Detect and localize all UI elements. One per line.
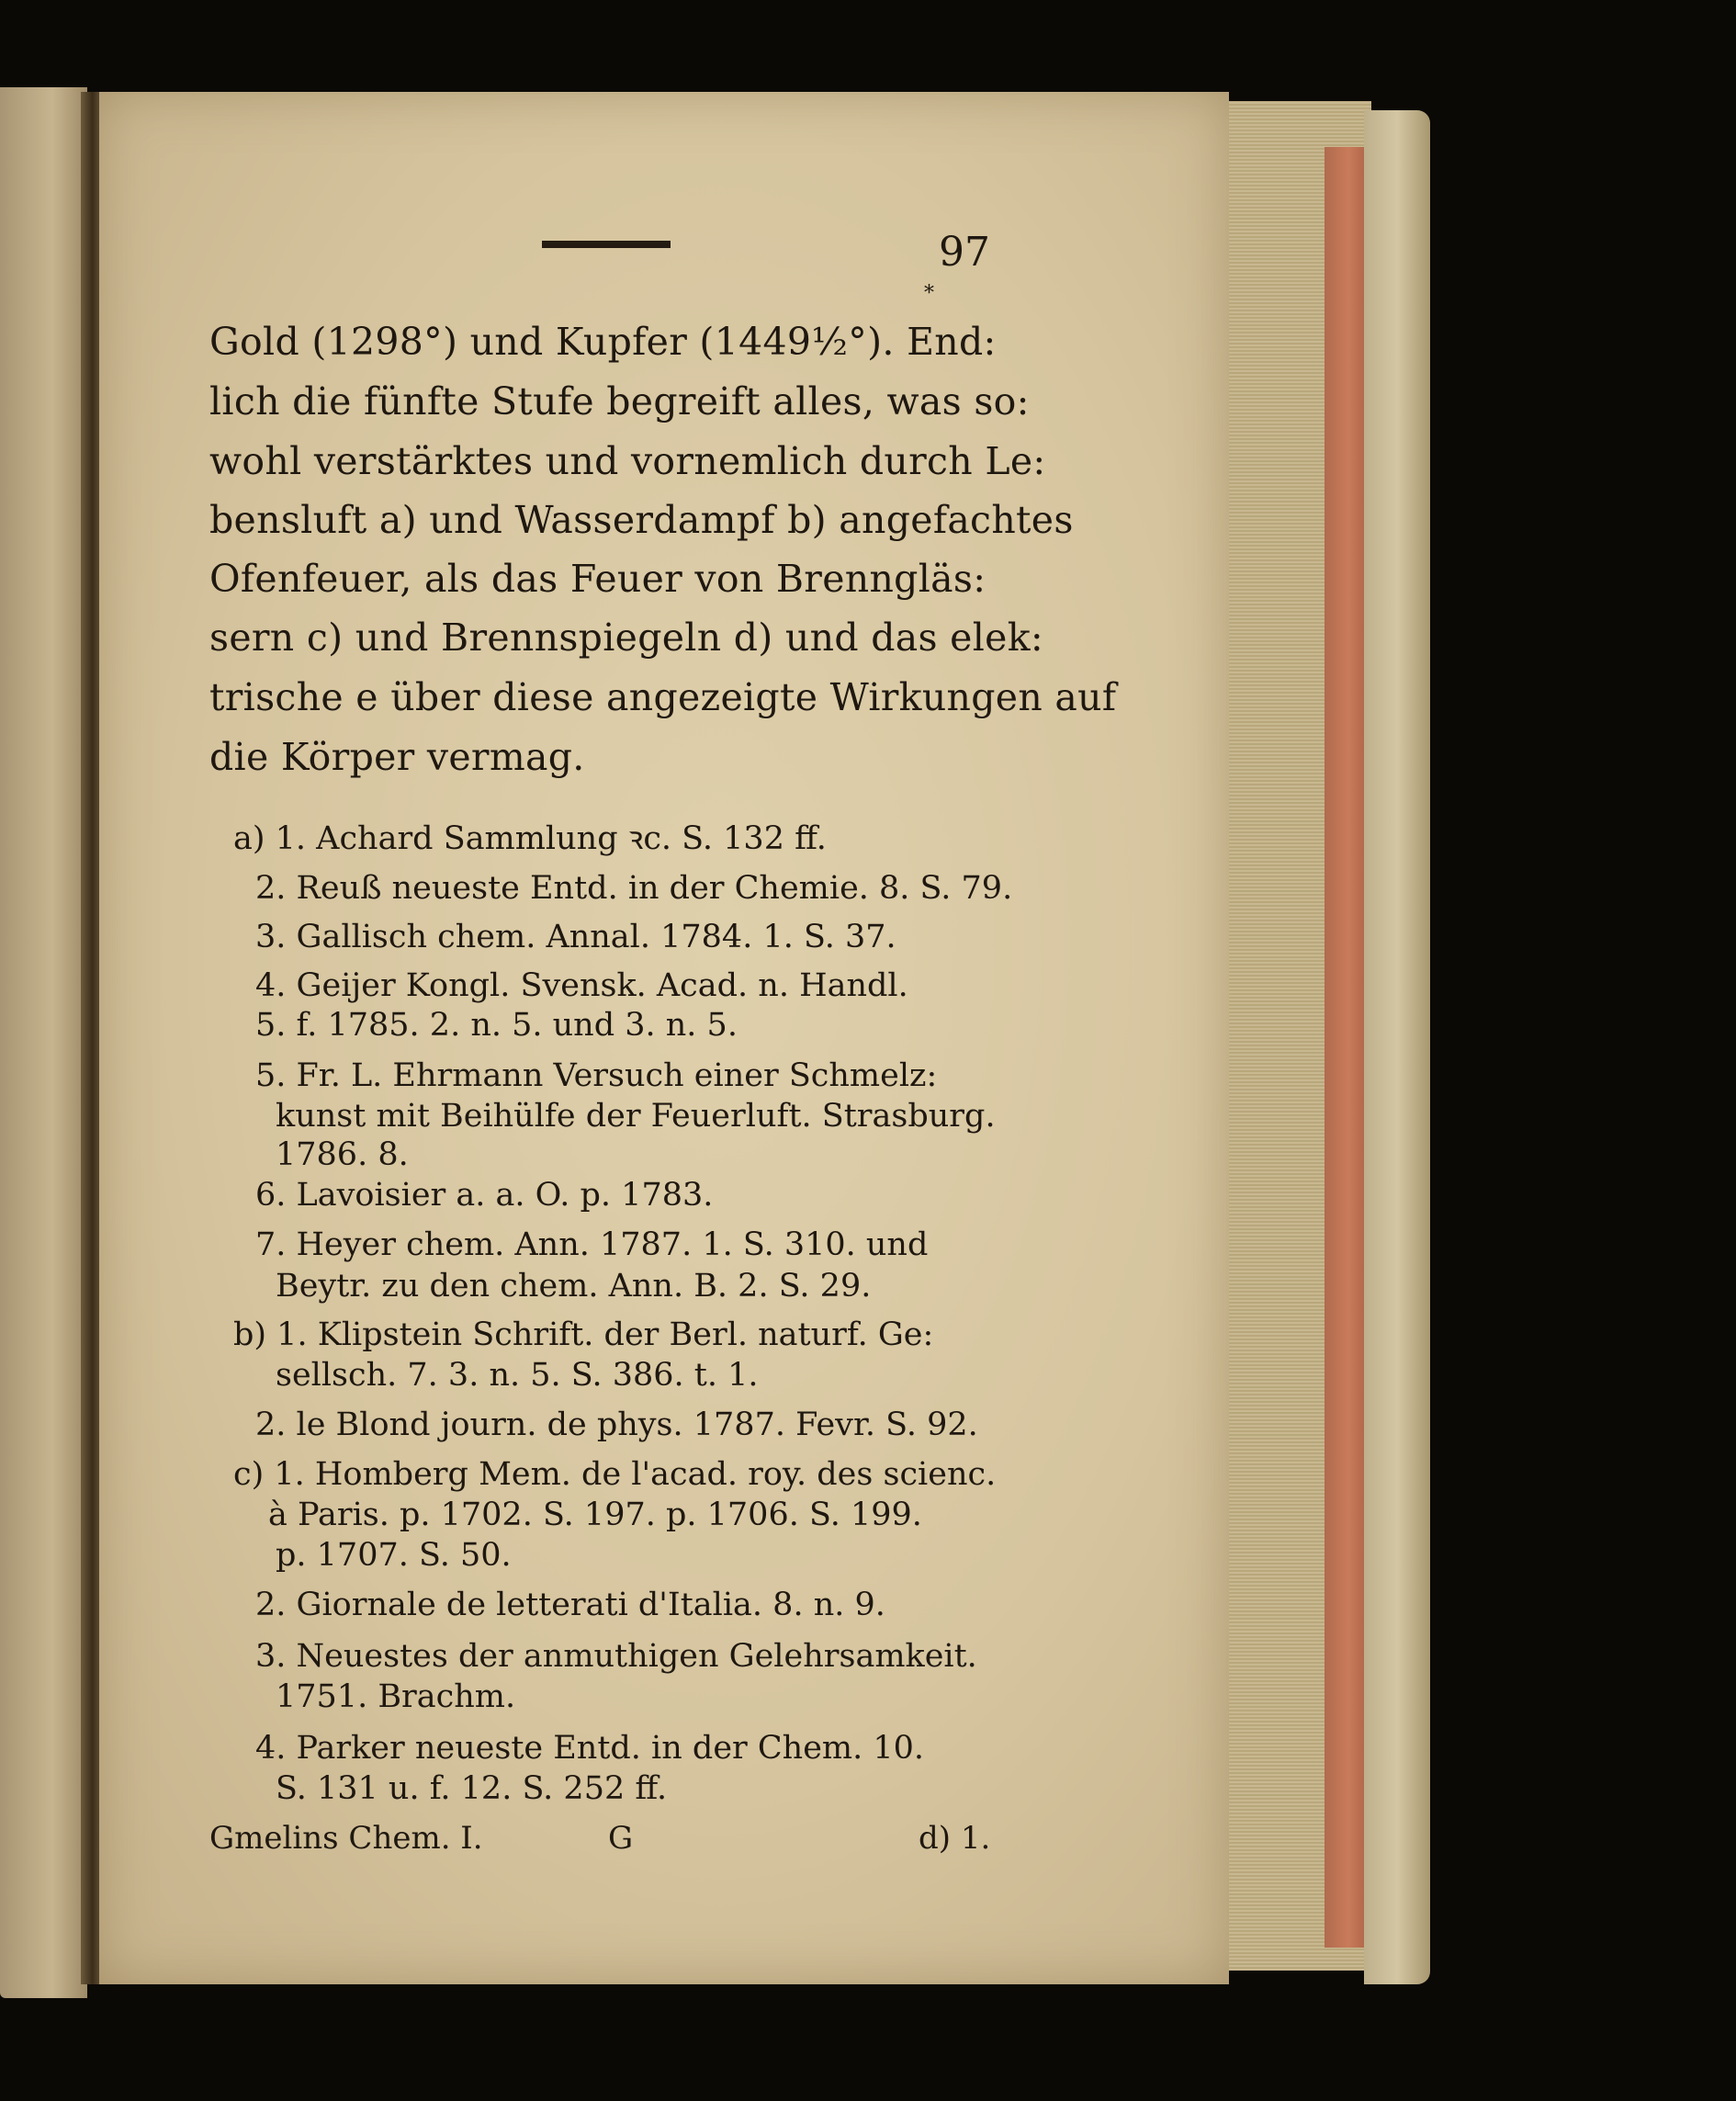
note-line-16: à Paris. p. 1702. S. 197. p. 1706. S. 199. <box>268 1497 922 1533</box>
note-line-12: b) 1. Klipstein Schrift. der Berl. naturf. Ge: <box>233 1316 934 1353</box>
body-line-8: die Körper vermag. <box>209 735 585 779</box>
note-line-10: 7. Heyer chem. Ann. 1787. 1. S. 310. und <box>255 1226 929 1263</box>
page-mark: * <box>924 282 934 305</box>
note-line-17: p. 1707. S. 50. <box>276 1537 512 1574</box>
note-line-2: 2. Reuß neueste Entd. in der Chemie. 8. S. 79. <box>255 870 1013 907</box>
note-line-5: 5. f. 1785. 2. n. 5. und 3. n. 5. <box>255 1007 738 1044</box>
note-line-19: 3. Neuestes der anmuthigen Gelehrsamkeit. <box>255 1638 977 1675</box>
catchword: d) 1. <box>919 1820 991 1857</box>
note-line-18: 2. Giornale de letterati d'Italia. 8. n. 9. <box>255 1587 885 1623</box>
note-line-21: 4. Parker neueste Entd. in der Chem. 10. <box>255 1730 925 1767</box>
body-line-7: trische e über diese angezeigte Wirkungen auf <box>209 675 1117 719</box>
note-line-4: 4. Geijer Kongl. Svensk. Acad. n. Handl. <box>255 967 908 1004</box>
body-line-6: sern c) und Brennspiegeln d) und das elek: <box>209 616 1043 660</box>
note-line-14: 2. le Blond journ. de phys. 1787. Fevr. S. 92. <box>255 1406 978 1443</box>
note-line-13: sellsch. 7. 3. n. 5. S. 386. t. 1. <box>276 1357 759 1394</box>
signature-mark: G <box>608 1820 634 1857</box>
note-line-9: 6. Lavoisier a. a. O. p. 1783. <box>255 1177 714 1214</box>
note-line-20: 1751. Brachm. <box>276 1678 516 1715</box>
note-line-6: 5. Fr. L. Ehrmann Versuch einer Schmelz: <box>255 1057 938 1094</box>
note-line-22: S. 131 u. f. 12. S. 252 ff. <box>276 1770 668 1807</box>
note-line-8: 1786. 8. <box>276 1136 409 1173</box>
note-line-15: c) 1. Homberg Mem. de l'acad. roy. des scienc. <box>233 1456 997 1493</box>
body-line-5: Ofenfeuer, als das Feuer von Brenngläs: <box>209 557 986 601</box>
note-line-7: kunst mit Beihülfe der Feuerluft. Strasburg. <box>276 1098 996 1135</box>
body-line-1: Gold (1298°) und Kupfer (1449½°). End: <box>209 320 997 364</box>
body-line-2: lich die fünfte Stufe begreift alles, was so: <box>209 379 1030 424</box>
header-rule <box>542 241 671 248</box>
note-line-3: 3. Gallisch chem. Annal. 1784. 1. S. 37. <box>255 919 896 955</box>
running-title: Gmelins Chem. I. <box>209 1820 483 1857</box>
body-line-4: bensluft a) und Wasserdampf b) angefachtes <box>209 498 1074 542</box>
body-line-3: wohl verstärktes und vornemlich durch Le: <box>209 439 1046 483</box>
page-number: 97 <box>939 229 990 276</box>
note-line-11: Beytr. zu den chem. Ann. B. 2. S. 29. <box>276 1268 872 1305</box>
note-line-1: a) 1. Achard Sammlung ꝛc. S. 132 ff. <box>233 820 827 857</box>
